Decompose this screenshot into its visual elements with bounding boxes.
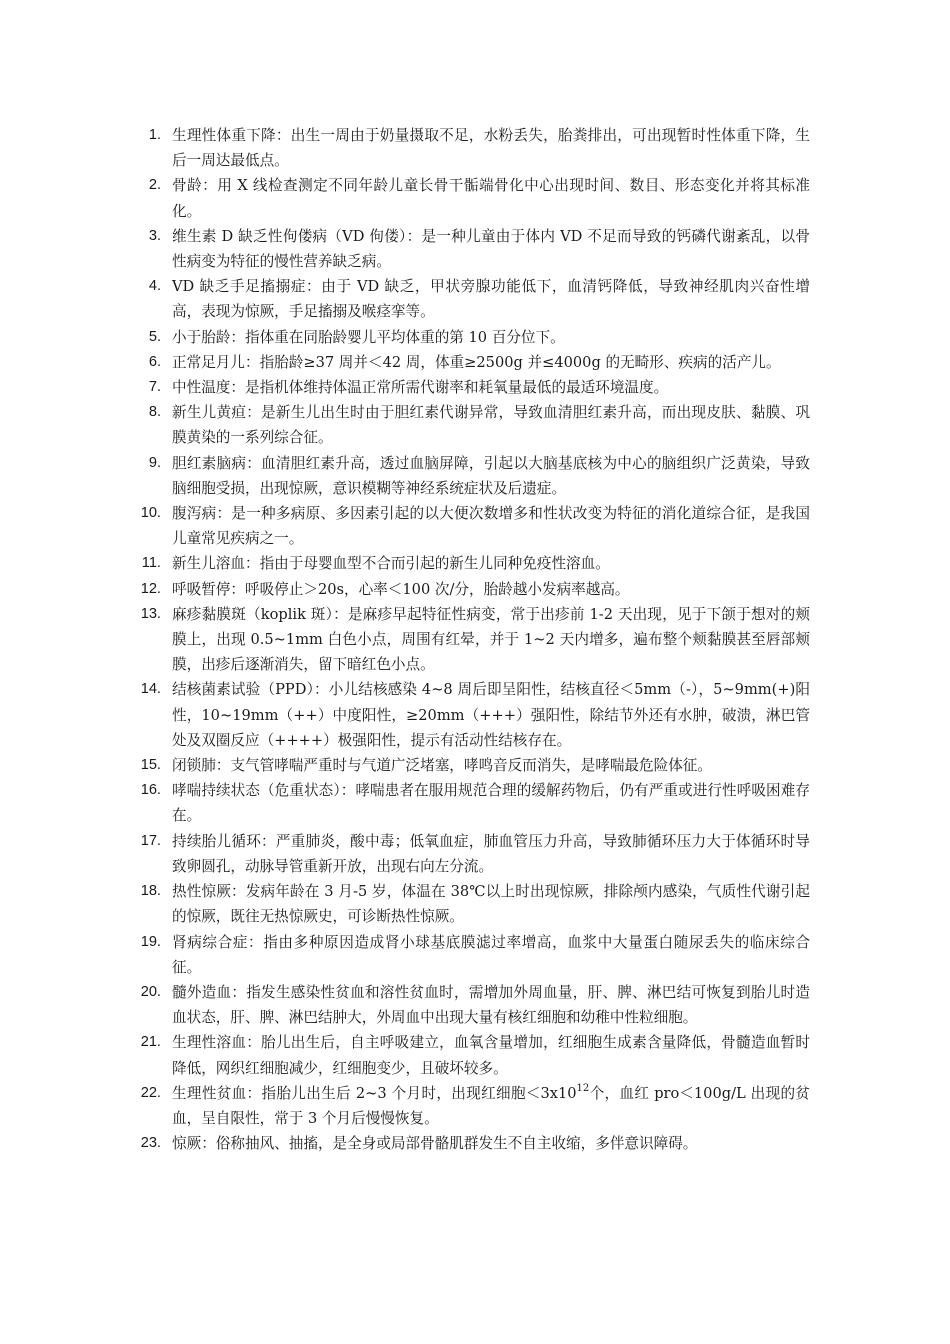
list-item xyxy=(130,677,810,753)
item-text: 维生素 D 缺乏性佝偻病（VD 佝偻）：是一种儿童由于体内 VD 不足而导致的钙磷代谢紊乱，以骨性病变为特征的慢性营养缺乏病。 xyxy=(172,227,810,271)
list-item xyxy=(130,602,810,678)
list-item xyxy=(130,829,810,879)
item-number: 10. xyxy=(140,505,161,522)
item-number: 18. xyxy=(140,883,161,900)
item-text: 肾病综合症：指由多种原因造成肾小球基底膜滤过率增高，血浆中大量蛋白随尿丢失的临床综合征。 xyxy=(172,933,810,976)
item-number: 7. xyxy=(148,379,161,396)
item-text: 骨龄：用 X 线检查测定不同年龄儿童长骨干骺端骨化中心出现时间、数目、形态变化并将其标准化。 xyxy=(172,177,810,220)
item-text: 结核菌素试验（PPD）：小儿结核感染 4~8 周后即呈阳性，结核直径＜5mm（-），5~9mm(+)阳性，10~19mm（++）中度阳性，≥20mm（+++）强阳性，除结节外还有水肿，破溃，淋巴管处及双圈反应（++++）极强阳性，提示有活动性结核存在。 xyxy=(172,681,810,749)
item-number: 2. xyxy=(148,177,161,194)
item-text: 热性惊厥：发病年龄在 3 月-5 岁，体温在 38℃以上时出现惊厥，排除颅内感染，气质性代谢引起的惊厥，既往无热惊厥史，可诊断热性惊厥。 xyxy=(172,883,810,926)
list-item xyxy=(130,224,810,274)
item-text-before: 生理性贫血：指胎儿出生后 2~3 个月时，出现红细胞＜3x10 xyxy=(172,1084,577,1102)
item-number: 22. xyxy=(140,1084,161,1101)
list-item xyxy=(130,501,810,551)
item-text: 持续胎儿循环：严重肺炎，酸中毒；低氧血症，肺血管压力升高，导致肺循环压力大于体循环时导致卵圆孔，动脉导管重新开放，出现右向左分流。 xyxy=(172,832,810,875)
item-number: 8. xyxy=(148,404,161,421)
item-number: 13. xyxy=(140,605,161,622)
item-number: 1. xyxy=(148,127,161,143)
list-item xyxy=(130,123,810,173)
list-item xyxy=(130,577,810,602)
item-text: 小于胎龄：指体重在同胎龄婴儿平均体重的第 10 百分位下。 xyxy=(172,328,565,346)
item-number: 14. xyxy=(140,681,161,698)
item-text: 髓外造血：指发生感染性贫血和溶性贫血时，需增加外周血量，肝、脾、淋巴结可恢复到胎儿时造血状态，肝、脾、淋巴结肿大，外周血中出现大量有核红细胞和幼稚中性粒细胞。 xyxy=(172,983,810,1027)
list-item xyxy=(130,551,810,576)
item-text-after: 个，血红 pro＜100g/L 出现的贫血，呈自限性，常于 3 个月后慢慢恢复。 xyxy=(172,1084,810,1127)
list-item xyxy=(130,930,810,980)
definition-list xyxy=(130,123,810,1156)
item-text xyxy=(172,1081,810,1131)
item-number: 20. xyxy=(140,983,161,1000)
item-number: 19. xyxy=(140,933,161,950)
item-number: 23. xyxy=(140,1135,161,1152)
item-text: VD 缺乏手足搐搦症：由于 VD 缺乏，甲状旁腺功能低下，血清钙降低，导致神经肌肉兴奋性增高，表现为惊厥，手足搐搦及喉痉挛等。 xyxy=(172,278,810,321)
item-text: 呼吸暂停：呼吸停止＞20s，心率＜100 次/分，胎龄越小发病率越高。 xyxy=(172,580,630,598)
item-text: 生理性溶血：胎儿出生后，自主呼吸建立，血氧含量增加，红细胞生成素含量降低，骨髓造血暂时降低，网织红细胞减少，红细胞变少，且破坏较多。 xyxy=(172,1034,810,1077)
list-item xyxy=(130,778,810,828)
item-number: 11. xyxy=(141,555,161,572)
item-text: 闭锁肺：支气管哮喘严重时与气道广泛堵塞，哮鸣音反而消失，是哮喘最危险体征。 xyxy=(172,757,712,775)
list-item xyxy=(130,879,810,929)
item-number: 17. xyxy=(140,832,161,849)
item-number: 15. xyxy=(140,757,161,774)
item-text: 胆红素脑病：血清胆红素升高，透过血脑屏障，引起以大脑基底核为中心的脑组织广泛黄染，导致脑细胞受损，出现惊厥，意识模糊等神经系统症状及后遗症。 xyxy=(172,454,810,497)
list-item xyxy=(130,350,810,375)
item-number: 21. xyxy=(140,1034,161,1051)
item-number: 9. xyxy=(148,454,161,471)
item-number: 6. xyxy=(148,353,161,370)
item-text: 生理性体重下降：出生一周由于奶量摄取不足，水粉丢失，胎粪排出，可出现暂时性体重下降，生后一周达最低点。 xyxy=(172,127,810,170)
item-text: 麻疹黏膜斑（koplik 斑）：是麻疹早起特征性病变，常于出疹前 1-2 天出现，见于下颌于想对的颊膜上，出现 0.5~1mm 白色小点，周围有红晕，并于 1~2 天内增多，遍布整个颊黏膜甚至唇部颊膜，出疹后逐渐消失，留下暗红色小点。 xyxy=(172,605,810,674)
list-item xyxy=(130,1081,810,1131)
item-number: 4. xyxy=(148,278,161,295)
item-number: 12. xyxy=(140,580,161,597)
list-item xyxy=(130,375,810,400)
exponent: 12 xyxy=(576,1082,590,1094)
item-text: 腹泻病：是一种多病原、多因素引起的以大便次数增多和性状改变为特征的消化道综合征，是我国儿童常见疾病之一。 xyxy=(172,505,810,548)
item-number: 16. xyxy=(140,782,161,799)
list-item xyxy=(130,753,810,778)
list-item xyxy=(130,274,810,324)
list-item xyxy=(130,1131,810,1156)
item-text: 新生儿黄疸：是新生儿出生时由于胆红素代谢异常，导致血清胆红素升高，而出现皮肤、黏膜、巩膜黄染的一系列综合征。 xyxy=(172,404,810,447)
item-text: 哮喘持续状态（危重状态）：哮喘患者在服用规范合理的缓解药物后，仍有严重或进行性呼吸困难存在。 xyxy=(172,782,810,825)
item-number: 5. xyxy=(148,328,161,345)
list-item xyxy=(130,980,810,1030)
list-item xyxy=(130,400,810,450)
list-item xyxy=(130,1030,810,1080)
item-text: 新生儿溶血：指由于母婴血型不合而引起的新生儿同种免疫性溶血。 xyxy=(172,555,610,573)
item-text: 正常足月儿：指胎龄≥37 周并＜42 周，体重≥2500g 并≤4000g 的无畸形、疾病的活产儿。 xyxy=(172,353,781,371)
item-text: 中性温度：是指机体维持体温正常所需代谢率和耗氧量最低的最适环境温度。 xyxy=(172,379,669,397)
list-item xyxy=(130,173,810,223)
item-number: 3. xyxy=(148,227,161,244)
list-item xyxy=(130,451,810,501)
item-text: 惊厥：俗称抽风、抽搐，是全身或局部骨骼肌群发生不自主收缩，多伴意识障碍。 xyxy=(172,1135,698,1153)
list-item xyxy=(130,325,810,350)
